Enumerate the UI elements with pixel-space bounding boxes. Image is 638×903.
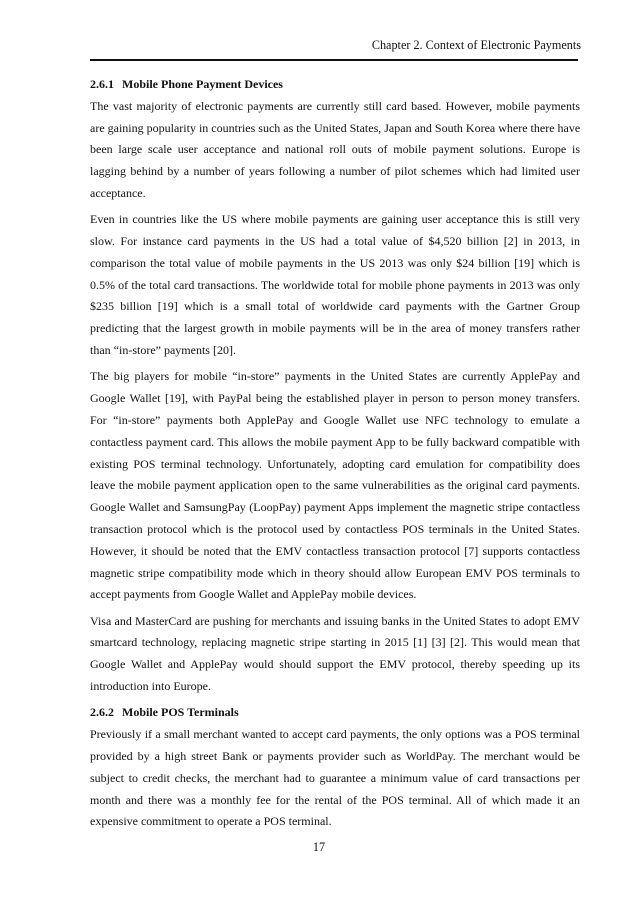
text-line: predicting that the largest growth in mobile payments will be in the area of money transfers rather [90,321,580,336]
text-line: provided by a high street Bank or payments provider such as WorldPay. The merchant would be [90,748,580,763]
text-line: contactless payment card. This allows the mobile payment App to be fully backward compatible with [90,434,580,449]
section-heading-2-6-1 [90,74,580,96]
page-body [90,74,580,838]
text-line: subject to credit checks, the merchant had to guarantee a minimum value of card transactions per [90,770,580,785]
section-title: Mobile POS Terminals [122,705,239,720]
section-heading-2-6-2 [90,702,580,724]
paragraph [90,96,580,205]
text-line: Google Wallet and SamsungPay (LoopPay) payment Apps implement the magnetic stripe contactless [90,500,580,515]
paragraph [90,611,580,698]
text-line: magnetic stripe compatibility mode which in theory should allow European EMV POS terminals to [90,565,580,580]
text-line: leave the mobile payment application open to the same vulnerabilities as the original card payments. [90,478,580,493]
text-line: slow. For instance card payments in the US had a total value of $4,520 billion [2] in 2013, in [90,234,580,249]
text-line: Google Wallet and ApplePay would should support the EMV protocol, thereby speeding up its [90,657,580,672]
text-line: 0.5% of the total card transactions. The worldwide total for mobile phone payments in 2013 was only [90,277,580,292]
paragraph [90,366,580,606]
text-line: lagging behind by a number of years following a number of pilot schemes which had limited user [90,164,580,179]
text-line: been large scale user acceptance and national roll outs of mobile payment solutions. Europe is [90,142,580,157]
text-line: existing POS terminal technology. Unfortunately, adopting card emulation for compatibility does [90,456,580,471]
text-line: smartcard technology, replacing magnetic stripe starting in 2015 [1] [3] [2]. This would mean that [90,635,580,650]
text-line: For “in-store” payments both ApplePay and Google Wallet use NFC technology to emulate a [90,412,580,427]
text-line: The vast majority of electronic payments are currently still card based. However, mobile payments [90,98,580,113]
header-rule [90,59,578,61]
text-line: However, it should be noted that the EMV contactless transaction protocol [7] supports contactless [90,543,580,558]
text-line: Visa and MasterCard are pushing for merchants and issuing banks in the United States to adopt EMV [90,613,580,628]
section-number: 2.6.2 [90,705,114,720]
section-number: 2.6.1 [90,77,114,91]
text-line: The big players for mobile “in-store” payments in the United States are currently ApplePay and [90,369,580,384]
text-line: introduction into Europe. [90,679,211,694]
section-body-2-6-1 [90,96,580,698]
paragraph [90,209,580,362]
text-line: $235 billion [19] which is a small total of worldwide card payments with the Gartner Group [90,299,580,314]
text-line: transaction protocol which is the protocol used by contactless POS terminals in the United States. [90,521,580,536]
running-header: Chapter 2. Context of Electronic Payments [371,38,581,52]
text-line: expensive commitment to operate a POS terminal. [90,814,332,829]
paragraph [90,724,580,833]
text-line: comparison the total value of mobile payments in the US 2013 was only $24 billion [19] which is [90,255,580,270]
text-line: are gaining popularity in countries such as the United States, Japan and South Korea where there have [90,120,581,135]
text-line: Google Wallet [19], with PayPal being the established player in person to person money transfers. [90,391,580,406]
text-line: accept payments from Google Wallet and ApplePay mobile devices. [90,587,417,602]
text-line: Previously if a small merchant wanted to accept card payments, the only options was a POS terminal [90,727,580,742]
page-number: 17 [312,840,326,854]
text-line: than “in-store” payments [20]. [90,343,236,358]
text-line: month and there was a monthly fee for the rental of the POS terminal. All of which made it an [90,792,580,807]
section-title: Mobile Phone Payment Devices [122,77,283,91]
section-body-2-6-2 [90,724,580,833]
text-line: Even in countries like the US where mobile payments are gaining user acceptance this is still very [90,212,580,227]
text-line: acceptance. [90,185,146,200]
